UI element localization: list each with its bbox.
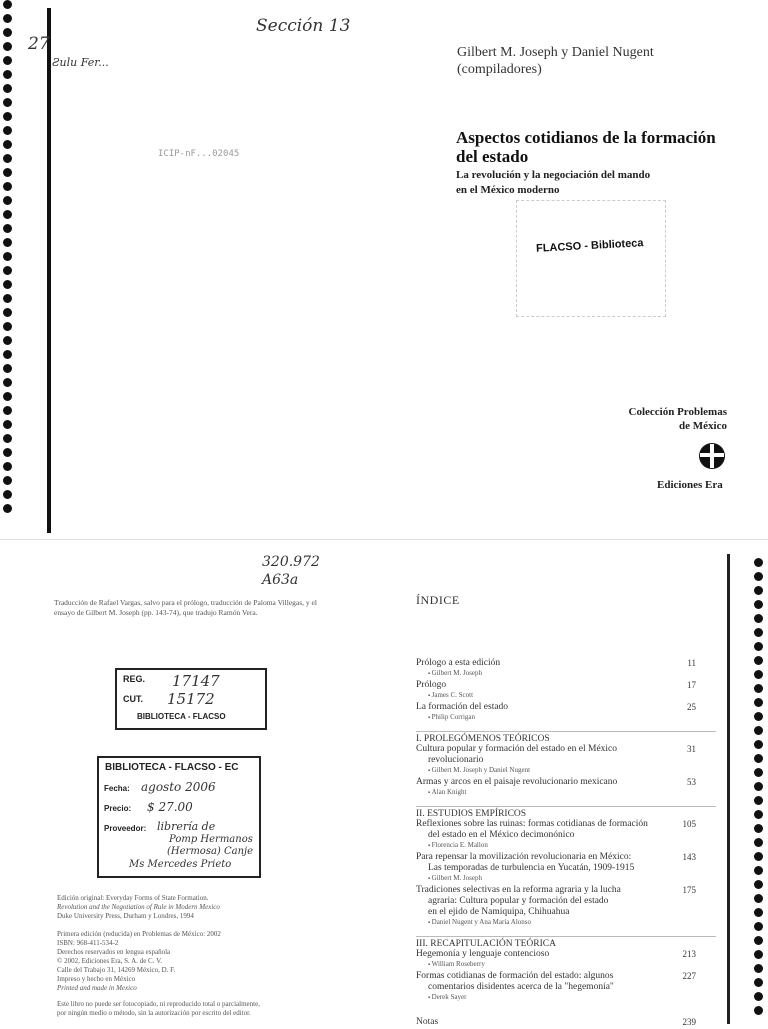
library-stamp-faint xyxy=(516,200,666,317)
precio-value: $ 27.00 xyxy=(147,800,193,814)
toc-entry xyxy=(416,971,716,1003)
call-number-line1: 320.972 xyxy=(262,554,320,570)
toc-entry-author: ▪ James C. Scott xyxy=(416,691,716,701)
publisher-name: Ediciones Era xyxy=(657,479,723,491)
edition-info xyxy=(57,894,327,921)
fecha-label: Fecha: xyxy=(104,784,130,793)
faint-stamp-code: ICIP-nF...02045 xyxy=(158,149,240,159)
binding-holes-left xyxy=(3,0,15,518)
binding-hole xyxy=(754,656,763,665)
binding-hole xyxy=(754,992,763,1001)
cut-value: 15172 xyxy=(167,690,215,708)
toc-entry xyxy=(416,885,716,928)
binding-hole xyxy=(754,670,763,679)
binding-hole xyxy=(754,978,763,987)
toc-section-heading: I. PROLEGÓMENOS TEÓRICOS xyxy=(416,731,716,744)
copyright-line: Calle del Trabajo 31, 14269 México, D. F. xyxy=(57,966,176,974)
binding-hole xyxy=(3,434,12,443)
edition-line: Revolution and the Negotiation of Rule in Modern Mexico xyxy=(57,903,220,911)
binding-hole xyxy=(3,0,12,9)
authors-names: Gilbert M. Joseph y Daniel Nugent xyxy=(457,45,654,60)
binding-hole xyxy=(3,210,12,219)
binding-hole xyxy=(3,490,12,499)
toc-entry-author: ▪ William Roseberry xyxy=(416,960,716,970)
reg-value: 17147 xyxy=(172,672,220,690)
toc-entry-title: Las temporadas de turbulencia en Yucatán, 1909-1915 xyxy=(428,863,635,873)
binding-hole xyxy=(754,558,763,567)
binding-edge-line xyxy=(47,8,51,533)
proveedor-line3: (Hermosa) Canje xyxy=(167,846,254,857)
binding-hole xyxy=(3,308,12,317)
toc-entry-page: 105 xyxy=(682,819,696,829)
toc-entry-title: Tradiciones selectivas en la reforma agraria y la lucha xyxy=(416,885,621,895)
proveedor-label: Proveedor: xyxy=(104,824,147,833)
proveedor-line2: Pomp Hermanos xyxy=(169,834,253,845)
toc-entry xyxy=(416,702,716,723)
proveedor-value: librería de xyxy=(157,820,216,833)
binding-hole xyxy=(3,406,12,415)
binding-hole xyxy=(754,880,763,889)
edition-line: Duke University Press, Durham y Londres, 1994 xyxy=(57,912,194,920)
acquisition-stamp xyxy=(97,756,261,878)
binding-hole xyxy=(3,378,12,387)
binding-hole xyxy=(754,796,763,805)
binding-hole xyxy=(754,782,763,791)
toc-entry-title: del estado en el México decimonónico xyxy=(428,830,575,840)
index-binding-line xyxy=(727,554,730,1024)
binding-hole xyxy=(754,964,763,973)
copyright-line: ISBN: 968-411-534-2 xyxy=(57,939,119,947)
binding-hole xyxy=(754,754,763,763)
binding-hole xyxy=(3,448,12,457)
toc-entry-page: 227 xyxy=(682,971,696,981)
binding-hole xyxy=(3,28,12,37)
binding-hole xyxy=(754,740,763,749)
toc-entry xyxy=(416,680,716,701)
toc-entry xyxy=(416,819,716,851)
toc-entry-title: La formación del estado xyxy=(416,702,509,712)
translation-note: Traducción de Rafael Vargas, salvo para el prólogo, traducción de Paloma Villegas, y el ensayo de Gilbert M. Joseph (pp. 143-74), que tradujo Ramón Vera. xyxy=(54,598,317,617)
binding-hole xyxy=(3,322,12,331)
toc-entry-author: ▪ Florencia E. Mallon xyxy=(416,841,716,851)
binding-hole xyxy=(3,14,12,23)
binding-hole xyxy=(754,628,763,637)
toc-entry-title: Hegemonía y lenguaje contencioso xyxy=(416,949,550,959)
proveedor-line4: Ms Mercedes Prieto xyxy=(129,859,232,870)
toc-entry-page: 25 xyxy=(687,702,696,712)
copyright-and-index-spread xyxy=(0,540,768,1027)
toc-entry xyxy=(416,852,716,884)
binding-hole xyxy=(754,1006,763,1015)
toc-entry-author: ▪ Derek Sayer xyxy=(416,993,716,1003)
toc-entry-title: Armas y arcos en el paisaje revolucionario mexicano xyxy=(416,777,618,787)
binding-hole xyxy=(3,42,12,51)
binding-hole xyxy=(754,852,763,861)
book-title-line1: Aspectos cotidianos de la formación xyxy=(456,128,716,147)
toc-entry-author: ▪ Gilbert M. Joseph xyxy=(416,874,716,884)
binding-hole xyxy=(3,462,12,471)
handwritten-number: 27 xyxy=(28,34,50,54)
index-heading: ÍNDICE xyxy=(416,593,460,607)
binding-hole xyxy=(3,196,12,205)
collection-block xyxy=(629,405,727,433)
binding-hole xyxy=(3,238,12,247)
binding-hole xyxy=(3,476,12,485)
toc-entry-page: 11 xyxy=(687,658,696,668)
binding-hole xyxy=(754,810,763,819)
binding-hole xyxy=(754,586,763,595)
binding-hole xyxy=(754,922,763,931)
binding-hole xyxy=(3,140,12,149)
binding-hole xyxy=(3,154,12,163)
binding-hole xyxy=(754,768,763,777)
toc-entry-title: Reflexiones sobre las ruinas: formas cotidianas de formación xyxy=(416,819,648,829)
toc-entry-title: Prólogo xyxy=(416,680,447,690)
toc-entry-title: Prólogo a esta edición xyxy=(416,658,501,668)
edition-line: Edición original: Everyday Forms of State Formation. xyxy=(57,894,209,902)
binding-hole xyxy=(3,392,12,401)
toc-entry-page: 143 xyxy=(682,852,696,862)
binding-hole xyxy=(3,112,12,121)
binding-hole xyxy=(754,838,763,847)
binding-holes-right xyxy=(754,558,766,1020)
binding-hole xyxy=(754,824,763,833)
toc-entry-page: 53 xyxy=(687,777,696,787)
toc-entry-title: agraria: Cultura popular y formación del estado xyxy=(428,896,609,906)
toc-entry-page: 239 xyxy=(682,1017,696,1027)
toc-entry-title: Formas cotidianas de formación del estado: algunos xyxy=(416,971,614,981)
binding-hole xyxy=(754,726,763,735)
reg-label: REG. xyxy=(123,674,146,684)
binding-hole xyxy=(754,614,763,623)
collection-line2: de México xyxy=(679,420,727,432)
copyright-line: © 2002, Ediciones Era, S. A. de C. V. xyxy=(57,957,162,965)
binding-hole xyxy=(754,684,763,693)
stamp1-footer: BIBLIOTECA - FLACSO xyxy=(137,712,226,721)
rights-line: por ningún medio o método, sin la autorización por escrito del editor. xyxy=(57,1009,251,1017)
toc-entry-page: 31 xyxy=(687,744,696,754)
binding-hole xyxy=(754,642,763,651)
publisher-logo-icon xyxy=(697,441,727,471)
rights-line: Este libro no puede ser fotocopiado, ni reproducido total o parcialmente, xyxy=(57,1000,260,1008)
table-of-contents xyxy=(416,658,716,1029)
book-authors xyxy=(457,44,654,78)
handwritten-margin-note: Ƨulu Fer... xyxy=(52,56,109,69)
binding-hole xyxy=(754,600,763,609)
binding-hole xyxy=(3,504,12,513)
binding-hole xyxy=(3,70,12,79)
binding-hole xyxy=(3,350,12,359)
binding-hole xyxy=(754,894,763,903)
toc-entry-page: 17 xyxy=(687,680,696,690)
toc-entry-title: Cultura popular y formación del estado en el México xyxy=(416,744,618,754)
toc-entry-page: 175 xyxy=(682,885,696,895)
toc-section-heading: II. ESTUDIOS EMPÍRICOS xyxy=(416,806,716,819)
binding-hole xyxy=(3,336,12,345)
binding-hole xyxy=(754,572,763,581)
binding-hole xyxy=(3,56,12,65)
toc-entry xyxy=(416,1017,716,1028)
binding-hole xyxy=(3,294,12,303)
binding-hole xyxy=(754,936,763,945)
binding-hole xyxy=(754,712,763,721)
binding-hole xyxy=(3,98,12,107)
binding-hole xyxy=(3,126,12,135)
rights-notice xyxy=(57,1000,357,1018)
book-title-line2: del estado xyxy=(456,147,529,166)
toc-entry-author: ▪ Gilbert M. Joseph xyxy=(416,669,716,679)
binding-hole xyxy=(754,698,763,707)
copyright-line: Derechos reservados en lengua española xyxy=(57,948,171,956)
binding-hole xyxy=(3,266,12,275)
binding-hole xyxy=(754,908,763,917)
handwritten-section-note: Sección 13 xyxy=(256,16,351,36)
binding-hole xyxy=(3,84,12,93)
copyright-info xyxy=(57,930,327,993)
toc-entry-title: Notas xyxy=(416,1017,439,1027)
toc-entry-page: 213 xyxy=(682,949,696,959)
toc-entry-author: ▪ Alan Knight xyxy=(416,788,716,798)
book-subtitle-line1: La revolución y la negociación del mando xyxy=(456,169,651,181)
toc-entry-author: ▪ Gilbert M. Joseph y Daniel Nugent xyxy=(416,766,716,776)
binding-hole xyxy=(754,950,763,959)
toc-entry-title: en el ejido de Namiquipa, Chihuahua xyxy=(428,907,570,917)
precio-label: Precio: xyxy=(104,804,132,813)
fecha-value: agosto 2006 xyxy=(141,780,216,794)
library-stamp-label: FLACSO - Biblioteca xyxy=(535,237,644,255)
authors-role: (compiladores) xyxy=(457,62,542,77)
cut-label: CUT. xyxy=(123,694,143,704)
registration-stamp xyxy=(115,668,267,730)
toc-entry-title: revolucionario xyxy=(428,755,484,765)
toc-entry-author: ▪ Daniel Nugent y Ana María Alonso xyxy=(416,918,716,928)
toc-entry xyxy=(416,777,716,798)
collection-line1: Colección Problemas xyxy=(628,406,727,418)
toc-section-heading: III. RECAPITULACIÓN TEÓRICA xyxy=(416,936,716,949)
copyright-line: Impreso y hecho en México xyxy=(57,975,136,983)
binding-hole xyxy=(3,252,12,261)
binding-hole xyxy=(3,168,12,177)
toc-entry xyxy=(416,949,716,970)
binding-hole xyxy=(754,866,763,875)
stamp2-header: BIBLIOTECA - FLACSO - EC xyxy=(105,762,239,773)
book-title-block xyxy=(456,128,716,198)
toc-entry-author: ▪ Philip Corrigan xyxy=(416,713,716,723)
call-number-line2: A63a xyxy=(262,572,299,588)
book-subtitle-line2: en el México moderno xyxy=(456,184,560,196)
copyright-line: Printed and made in Mexico xyxy=(57,984,137,992)
copyright-line: Primera edición (reducida) en Problemas de México: 2002 xyxy=(57,930,221,938)
toc-entry xyxy=(416,658,716,679)
binding-hole xyxy=(3,420,12,429)
toc-entry-title: comentarios disidentes acerca de la "hegemonía" xyxy=(428,982,614,992)
binding-hole xyxy=(3,364,12,373)
binding-hole xyxy=(3,280,12,289)
toc-entry xyxy=(416,744,716,776)
binding-hole xyxy=(3,224,12,233)
toc-entry-title: Para repensar la movilización revolucionaria en México: xyxy=(416,852,632,862)
binding-hole xyxy=(3,182,12,191)
